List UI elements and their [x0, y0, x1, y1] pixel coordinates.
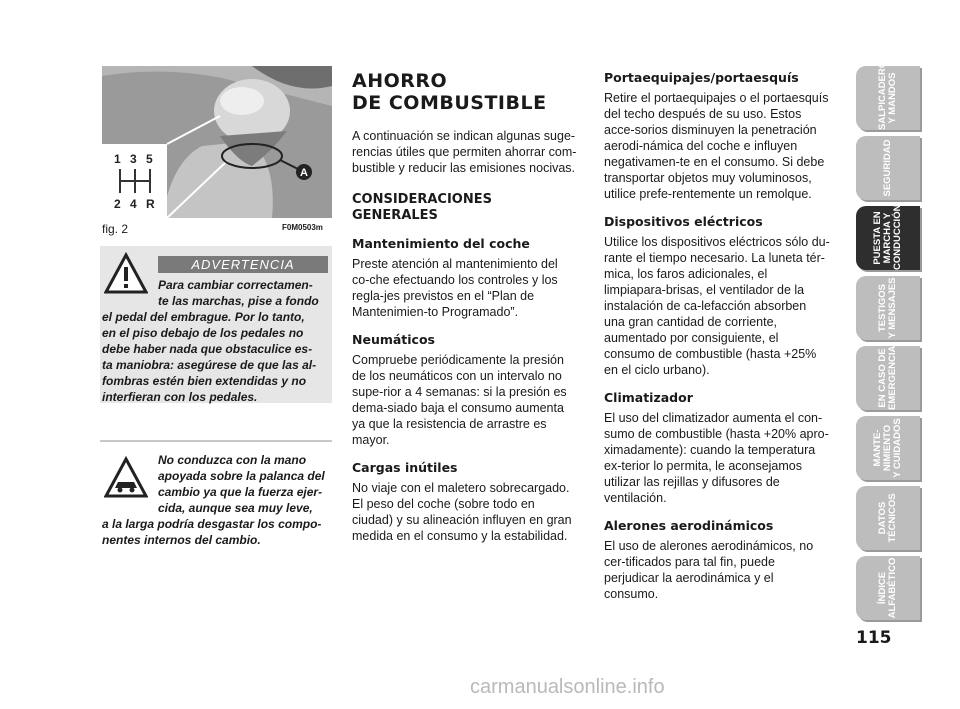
- tab-mantenimiento[interactable]: [856, 416, 920, 480]
- car-warning-text-indented: No conduzca con la mano apoyada sobre la palanca del cambio ya que la fuerza ejer- cida, aunque sea muy leve,: [158, 453, 325, 515]
- gear-shift-figure: [102, 66, 332, 218]
- watermark: carmanualsonline.info: [470, 676, 665, 698]
- tab-indice[interactable]: [856, 556, 920, 620]
- page-title: AHORRO DE COMBUSTIBLE: [352, 70, 547, 114]
- tips-column: [604, 70, 830, 614]
- subsection-heading: Cargas inútiles: [352, 460, 458, 475]
- subsection-heading: Climatizador: [604, 390, 693, 405]
- advertencia-text-full: el pedal del embrague. Por lo tanto, en el piso debajo de los pedales no debe haber nada que obstaculice es- ta maniobra: asegúrese de que las al- fombras estén bien extendidas y no interfieran con los pedales.: [102, 310, 317, 404]
- figure-caption: fig. 2: [102, 222, 129, 236]
- subsection-heading: Neumáticos: [352, 332, 435, 347]
- tab-label: TESTIGOS Y MENSAJES: [877, 277, 898, 339]
- tab-testigos[interactable]: [856, 276, 920, 340]
- tab-datos-tecnicos[interactable]: [856, 486, 920, 550]
- subsection-text: Preste atención al mantenimiento del co-che efectuando los controles y los regla-jes previstos en el “Plan de Mantenimien-to Programado”.: [352, 257, 558, 319]
- figure-code: F0M0503m: [282, 223, 323, 232]
- subsection-heading: Dispositivos eléctricos: [604, 214, 763, 229]
- tab-salpicadero[interactable]: [856, 60, 920, 130]
- gear-top-label: 1 3 5: [114, 152, 156, 166]
- subsection-text: Retire el portaequipajes o el portaesquís del techo después de su uso. Estos acce-sorios disminuyen la penetración aerodi-námica del coche e influyen negativamen-te en el consumo. Si debe transportar objetos muy voluminosos, utilice prefe-rentemente un remolque.: [604, 91, 829, 201]
- warning-triangle-icon: [104, 252, 148, 296]
- page-number: 115: [856, 628, 892, 648]
- tab-label: SALPICADERO Y MANDOS: [877, 60, 898, 130]
- car-warning-box: [100, 440, 332, 547]
- subsection-text: Compruebe periódicamente la presión de los neumáticos con un intervalo no supe-rior a 4 semanas: si la presión es dema-siado baja el consumo aumenta ya que la resistencia de arrastre es mayor.: [352, 353, 567, 447]
- subsection-text: No viaje con el maletero sobrecargado. El peso del coche (sobre todo en ciudad) y su alineación influyen en gran medida en el consumo y la estabilidad.: [352, 481, 572, 543]
- tab-label: MANTE- NIMIENTO Y CUIDADOS: [872, 418, 903, 478]
- fuel-saving-column: [352, 70, 578, 556]
- advertencia-title: ADVERTENCIA: [158, 256, 328, 273]
- tab-label: PUESTA EN MARCHA Y CONDUCCIÓN: [872, 204, 903, 270]
- tab-seguridad[interactable]: [856, 136, 920, 200]
- advertencia-text-indented: Para cambiar correctamen- te las marchas, pise a fondo: [158, 278, 319, 308]
- subsection-text: El uso del climatizador aumenta el con-sumo de combustible (hasta +20% apro-ximadamente): cuando la temperatura ex-terior lo permita, le aconsejamos utilizar las rejillas y difusores de ventilación.: [604, 411, 829, 505]
- subsection-heading: Alerones aerodinámicos: [604, 518, 774, 533]
- tab-puesta-en-marcha[interactable]: [856, 206, 920, 270]
- car-warning-text-full: a la larga podría desgastar los compo- nentes internos del cambio.: [102, 517, 322, 547]
- gear-bottom-label: 2 4 R: [114, 197, 158, 211]
- tab-label: ÍNDICE ALFABÉTICO: [877, 557, 898, 619]
- section-heading: CONSIDERACIONES GENERALES: [352, 192, 492, 223]
- subsection-text: Utilice los dispositivos eléctricos sólo du-rante el tiempo necesario. La luneta tér-mica, los faros adicionales, el limpiapara-brisas, el ventilador de la instalación de ca-lefacción absorben una gran cantidad de corriente, aumentado por consiguiente, el consumo de combustible (hasta +25% en el ciclo urbano).: [604, 235, 830, 377]
- subsection-text: El uso de alerones aerodinámicos, no cer-tificados para tal fin, puede perjudicar la aerodinámica y el consumo.: [604, 539, 814, 601]
- advertencia-box: [100, 246, 332, 403]
- subsection-heading: Portaequipajes/portaesquís: [604, 70, 799, 85]
- subsection-heading: Mantenimiento del coche: [352, 236, 530, 251]
- tab-label: DATOS TÉCNICOS: [877, 493, 898, 543]
- intro-paragraph: A continuación se indican algunas suge-rencias útiles que permiten ahorrar com-bustible y reducir las emisiones nocivas.: [352, 129, 577, 175]
- tab-label: EN CASO DE EMERGENCIA: [877, 345, 898, 410]
- tab-label: SEGURIDAD: [882, 139, 893, 197]
- callout-a-label: A: [300, 167, 308, 179]
- tab-emergencia[interactable]: [856, 346, 920, 410]
- gear-knob-illustration: [102, 66, 332, 218]
- car-warning-icon: [104, 456, 148, 500]
